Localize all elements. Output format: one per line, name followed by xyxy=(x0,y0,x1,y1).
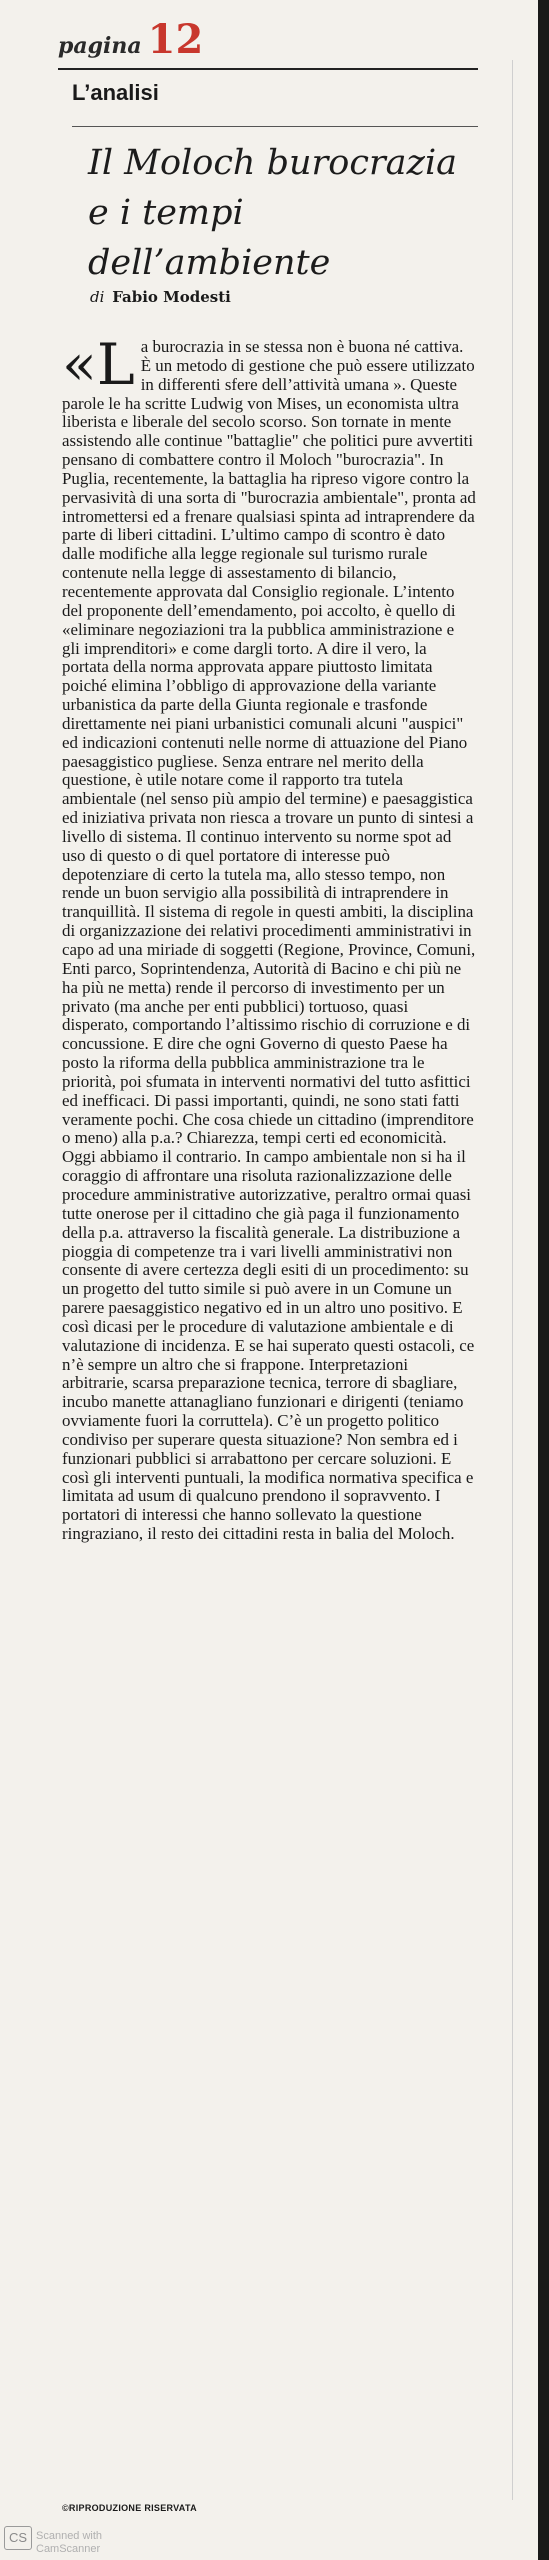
column-divider xyxy=(512,60,513,2500)
scan-edge xyxy=(538,0,549,2560)
article-body xyxy=(62,332,476,1544)
article-text: a burocrazia in se stessa non è buona né cattiva. È un metodo di gestione che può essere utilizzato in differenti sfere dell’attività umana ». Queste parole le ha scritte Ludwig von Mises, un economista ultra liberista e liberale del secolo scorso. Son tornate in mente assistendo alle continue "battaglie" che politici pure avvertiti pensano di combattere contro il Moloch "burocrazia". In Puglia, recentemente, la battaglia ha ripreso vigore contro la pervasività di una sorta di "burocrazia ambientale", pronta ad intromettersi ed a frenare qualsiasi spinta ad intraprendere da parte di liberi cittadini. L’ultimo campo di scontro è dato dalle modifiche alla legge regionale sul turismo rurale contenute nella legge di assestamento di bilancio, recentemente approvata dal Consiglio regionale. L’intento del proponente dell’emendamento, poi accolto, è quello di «eliminare negoziazioni tra la pubblica amministrazione e gli imprenditori» e come dargli torto. A dire il vero, la portata della norma approvata appare piuttosto limitata poiché elimina l’obbligo di approvazione della variante urbanistica da parte della Giunta regionale e trasfonde direttamente nei piani urbanistici comunali alcuni "auspici" ed indicazioni contenuti nelle norme di attuazione del Piano paesaggistico pugliese. Senza entrare nel merito della questione, è utile notare come il rapporto tra tutela ambientale (nel senso più ampio del termine) e paesaggistica ed iniziativa privata non riesca a trovare un punto di sintesi a livello di sistema. Il continuo intervento su norme spot ad uso di questo o di quel portatore di interesse può depotenziare di certo la tutela ma, allo stesso tempo, non rende un buon servigio alla possibilità di intraprendere in tranquillità. Il sistema di regole in questi ambiti, la disciplina di organizzazione dei relativi procedimenti amministrativi in capo ad una miriade di soggetti (Regione, Province, Comuni, Enti parco, Soprintendenza, Autorità di Bacino e chi più ne ha più ne metta) rende il percorso di investimento per un privato (ma anche per enti pubblici) tortuoso, quasi disperato, comportando l’altissimo rischio di corruzione e di concussione. E dire che ogni Governo di questo Paese ha posto la riforma della pubblica amministrazione tra le priorità, poi sfumata in interventi normativi del tutto asfittici ed inefficaci. Di passi importanti, quindi, ne sono stati fatti veramente pochi. Che cosa chiede un cittadino (imprenditore o meno) alla p.a.? Chiarezza, tempi certi ed economicità. Oggi abbiamo il contrario. In campo ambientale non si ha il coraggio di affrontare una risoluta razionalizzazione delle procedure amministrative autorizzative, peraltro ormai quasi tutte onerose per il cittadino che già paga il funzionamento della p.a. attraverso la fiscalità generale. La distribuzione a pioggia di competenze tra i vari livelli amministrativi non consente di avere certezza degli esiti di un procedimento: su un progetto del tutto simile si può avere in un Comune un parere paesaggistico negativo ed in un altro uno positivo. E così dicasi per le procedure di valutazione ambientale e di valutazione di incidenza. E se hai superato questi ostacoli, ce n’è sempre un altro che si frappone. Interpretazioni arbitrarie, scarsa preparazione tecnica, terrore di sbagliare, incubo manette attanagliano funzionari e dirigenti (teniamo ovviamente fuori la corruttela). C’è un progetto politico condiviso per superare questa situazione? Non sembra ed i funzionari pubblici si arrabattono per cercare soluzioni. E così gli interventi puntuali, la modifica normativa specifica e limitata ad usum di qualcuno prendono il sopravvento. I portatori di interessi che hanno sollevato la questione ringraziano, il resto dei cittadini resta in balia del Moloch. xyxy=(62,337,476,1544)
author-name: Fabio Modesti xyxy=(112,288,231,306)
article-title: Il Moloch burocrazia e i tempi dell’ambiente xyxy=(88,143,458,283)
page-number: 12 xyxy=(147,16,204,63)
drop-cap: «L xyxy=(62,332,135,398)
byline-prefix: di xyxy=(90,288,105,306)
camscanner-logo-icon: CS xyxy=(4,2526,32,2550)
section-label: L’analisi xyxy=(72,80,159,105)
watermark-line-1: Scanned with xyxy=(36,2530,103,2542)
page-label: pagina xyxy=(58,33,142,59)
scanner-footer xyxy=(0,2514,538,2560)
watermark-line-2: CamScanner xyxy=(36,2543,101,2555)
scanner-watermark xyxy=(36,2530,102,2556)
header-divider xyxy=(58,68,478,70)
byline xyxy=(90,288,231,306)
section-divider xyxy=(72,126,478,127)
copyright-notice: ©RIPRODUZIONE RISERVATA xyxy=(62,2503,197,2513)
page-header xyxy=(58,16,204,63)
